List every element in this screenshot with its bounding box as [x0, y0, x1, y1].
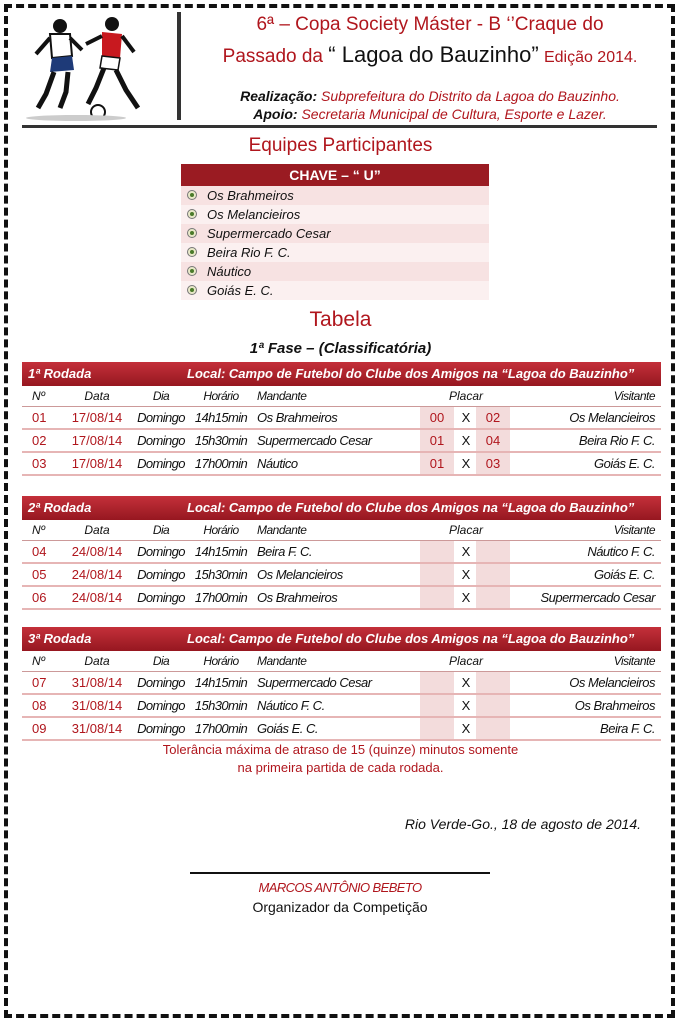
score-cell-bg: [420, 672, 454, 693]
place-date: Rio Verde-Go., 18 de agosto de 2014.: [404, 816, 641, 832]
column-header-time: Horário: [203, 523, 239, 537]
match-num: 06: [32, 590, 47, 605]
match-time: 14h15min: [194, 675, 248, 690]
title-edition: Edição 2014.: [543, 49, 638, 66]
match-num: 01: [32, 410, 47, 425]
column-header-home: Mandante: [257, 523, 307, 537]
team-list: [181, 186, 489, 300]
match-home: Goiás E. C.: [257, 721, 318, 736]
round-name: 3ª Rodada: [28, 631, 92, 646]
column-headers: [22, 520, 661, 541]
match-x: X: [461, 721, 471, 736]
match-time: 17h00min: [194, 456, 248, 471]
team-name: Goiás E. C.: [207, 283, 274, 298]
match-day: Domingo: [137, 410, 185, 425]
match-row: [22, 564, 661, 587]
match-row: [22, 541, 661, 564]
column-header-num: Nº: [32, 523, 46, 537]
match-day: Domingo: [137, 698, 185, 713]
soccer-ball-icon: [187, 285, 197, 295]
group-table: [181, 164, 489, 300]
column-header-away: Visitante: [613, 654, 655, 668]
title-main: “ Lagoa do Bauzinho”: [328, 42, 539, 67]
match-time: 14h15min: [194, 544, 248, 559]
match-date: 31/08/14: [71, 698, 123, 713]
column-header-home: Mandante: [257, 654, 307, 668]
team-item: [181, 281, 489, 300]
column-headers: [22, 651, 661, 672]
match-num: 02: [32, 433, 47, 448]
column-header-num: Nº: [32, 654, 46, 668]
score-cell-bg: [476, 564, 510, 585]
match-day: Domingo: [137, 675, 185, 690]
score-cell-bg: [476, 672, 510, 693]
match-s2: 02: [485, 410, 501, 425]
match-num: 09: [32, 721, 47, 736]
match-date: 31/08/14: [71, 721, 123, 736]
match-away: Goiás E. C.: [594, 567, 655, 582]
header-rule: [22, 125, 657, 128]
page-title-line2: [190, 42, 670, 68]
match-time: 17h00min: [194, 721, 248, 736]
match-x: X: [461, 698, 471, 713]
score-cell-bg: [476, 695, 510, 716]
round-table: [22, 627, 661, 741]
match-date: 24/08/14: [71, 590, 123, 605]
soccer-ball-icon: [187, 228, 197, 238]
column-header-time: Horário: [203, 389, 239, 403]
match-home: Os Brahmeiros: [257, 410, 338, 425]
match-home: Supermercado Cesar: [257, 433, 372, 448]
tolerance-line2: na primeira partida de cada rodada.: [237, 760, 444, 775]
column-header-day: Dia: [152, 389, 170, 403]
round-table: [22, 362, 661, 476]
header-divider: [177, 12, 181, 120]
column-header-score: Placar: [448, 654, 483, 668]
apoio-label: Apoio:: [253, 106, 298, 122]
column-header-day: Dia: [152, 654, 170, 668]
team-item: [181, 224, 489, 243]
match-day: Domingo: [137, 544, 185, 559]
team-name: Os Melancieiros: [207, 207, 301, 222]
match-day: Domingo: [137, 567, 185, 582]
round-location: Local: Campo de Futebol do Clube dos Amigos na “Lagoa do Bauzinho”: [187, 366, 635, 381]
match-away: Os Melancieiros: [569, 675, 655, 690]
match-time: 14h15min: [194, 410, 248, 425]
team-item: [181, 205, 489, 224]
match-x: X: [461, 567, 471, 582]
match-away: Beira Rio F. C.: [578, 433, 655, 448]
team-name: Supermercado Cesar: [207, 226, 331, 241]
match-away: Náutico F. C.: [587, 544, 655, 559]
match-row: [22, 718, 661, 741]
page-title-line1: 6ª – Copa Society Máster - B ‘’Craque do: [256, 14, 604, 35]
apoio-line: [190, 106, 670, 122]
match-date: 17/08/14: [71, 433, 123, 448]
tabela-title: Tabela: [309, 308, 372, 331]
team-name: Os Brahmeiros: [207, 188, 294, 203]
signature-line: [190, 872, 490, 874]
soccer-ball-icon: [187, 247, 197, 257]
match-day: Domingo: [137, 433, 185, 448]
column-header-score: Placar: [448, 523, 483, 537]
match-home: Os Brahmeiros: [257, 590, 338, 605]
column-header-score: Placar: [448, 389, 483, 403]
column-header-date: Data: [84, 523, 110, 537]
match-row: [22, 587, 661, 610]
realizacao-value: Subprefeitura do Distrito da Lagoa do Bauzinho.: [321, 88, 620, 104]
round-name: 2ª Rodada: [28, 500, 92, 515]
group-header: CHAVE – “ U”: [181, 164, 489, 186]
score-cell-bg: [476, 541, 510, 562]
team-item: [181, 262, 489, 281]
team-name: Náutico: [207, 264, 252, 279]
match-home: Náutico F. C.: [257, 698, 325, 713]
round-header: [22, 496, 661, 520]
column-header-date: Data: [84, 389, 110, 403]
match-away: Goiás E. C.: [594, 456, 655, 471]
column-header-away: Visitante: [613, 523, 655, 537]
round-location: Local: Campo de Futebol do Clube dos Amigos na “Lagoa do Bauzinho”: [187, 500, 635, 515]
match-s2: 03: [485, 456, 501, 471]
score-cell-bg: [420, 718, 454, 739]
team-item: [181, 186, 489, 205]
match-date: 24/08/14: [71, 567, 123, 582]
score-cell-bg: [420, 541, 454, 562]
title-prefix: Passado da: [222, 46, 323, 67]
round-header: [22, 362, 661, 386]
soccer-ball-icon: [187, 190, 197, 200]
team-name: Beira Rio F. C.: [207, 245, 291, 260]
column-headers: [22, 386, 661, 407]
match-time: 15h30min: [194, 567, 248, 582]
match-x: X: [461, 433, 471, 448]
soccer-players-logo: [16, 12, 156, 122]
realizacao-label: Realização:: [240, 88, 318, 104]
match-date: 24/08/14: [71, 544, 123, 559]
signer-role: Organizador da Competição: [252, 899, 428, 915]
match-time: 15h30min: [194, 698, 248, 713]
column-header-num: Nº: [32, 389, 46, 403]
score-cell-bg: [420, 695, 454, 716]
match-day: Domingo: [137, 456, 185, 471]
match-home: Supermercado Cesar: [257, 675, 372, 690]
match-home: Beira F. C.: [257, 544, 312, 559]
round-name: 1ª Rodada: [28, 366, 92, 381]
match-away: Os Brahmeiros: [574, 698, 655, 713]
match-row: [22, 695, 661, 718]
column-header-day: Dia: [152, 523, 170, 537]
tolerance-line1: Tolerância máxima de atraso de 15 (quinze) minutos somente: [162, 742, 519, 757]
match-day: Domingo: [137, 721, 185, 736]
match-date: 31/08/14: [71, 675, 123, 690]
phase-title: 1ª Fase – (Classificatória): [249, 340, 432, 357]
round-header: [22, 627, 661, 651]
soccer-ball-icon: [187, 209, 197, 219]
match-row: [22, 453, 661, 476]
match-time: 15h30min: [194, 433, 248, 448]
match-away: Supermercado Cesar: [540, 590, 655, 605]
match-date: 17/08/14: [71, 456, 123, 471]
match-away: Os Melancieiros: [569, 410, 655, 425]
score-cell-bg: [476, 718, 510, 739]
match-row: [22, 430, 661, 453]
match-num: 07: [32, 675, 47, 690]
match-away: Beira F. C.: [600, 721, 655, 736]
score-cell-bg: [476, 587, 510, 608]
match-row: [22, 672, 661, 695]
match-s1: 01: [429, 456, 445, 471]
tolerance-notice: [0, 741, 681, 777]
column-header-time: Horário: [203, 654, 239, 668]
match-x: X: [461, 544, 471, 559]
column-header-away: Visitante: [613, 389, 655, 403]
signer-name: MARCOS ANTÔNIO BEBETO: [258, 880, 422, 895]
apoio-value: Secretaria Municipal de Cultura, Esporte e Lazer.: [301, 106, 607, 122]
round-table: [22, 496, 661, 610]
score-cell-bg: [420, 587, 454, 608]
match-x: X: [461, 590, 471, 605]
equipes-title: Equipes Participantes: [248, 135, 433, 156]
match-time: 17h00min: [194, 590, 248, 605]
column-header-date: Data: [84, 654, 110, 668]
match-x: X: [461, 410, 471, 425]
match-s1: 01: [429, 433, 445, 448]
match-num: 08: [32, 698, 47, 713]
match-num: 03: [32, 456, 47, 471]
match-s2: 04: [485, 433, 501, 448]
match-home: Os Melancieiros: [257, 567, 343, 582]
soccer-ball-icon: [187, 266, 197, 276]
match-x: X: [461, 456, 471, 471]
match-home: Náutico: [257, 456, 298, 471]
match-s1: 00: [429, 410, 445, 425]
match-date: 17/08/14: [71, 410, 123, 425]
round-location: Local: Campo de Futebol do Clube dos Amigos na “Lagoa do Bauzinho”: [187, 631, 635, 646]
column-header-home: Mandante: [257, 389, 307, 403]
match-row: [22, 407, 661, 430]
score-cell-bg: [420, 564, 454, 585]
match-num: 05: [32, 567, 47, 582]
realizacao-line: [190, 88, 670, 104]
match-x: X: [461, 675, 471, 690]
team-item: [181, 243, 489, 262]
match-day: Domingo: [137, 590, 185, 605]
match-num: 04: [32, 544, 47, 559]
